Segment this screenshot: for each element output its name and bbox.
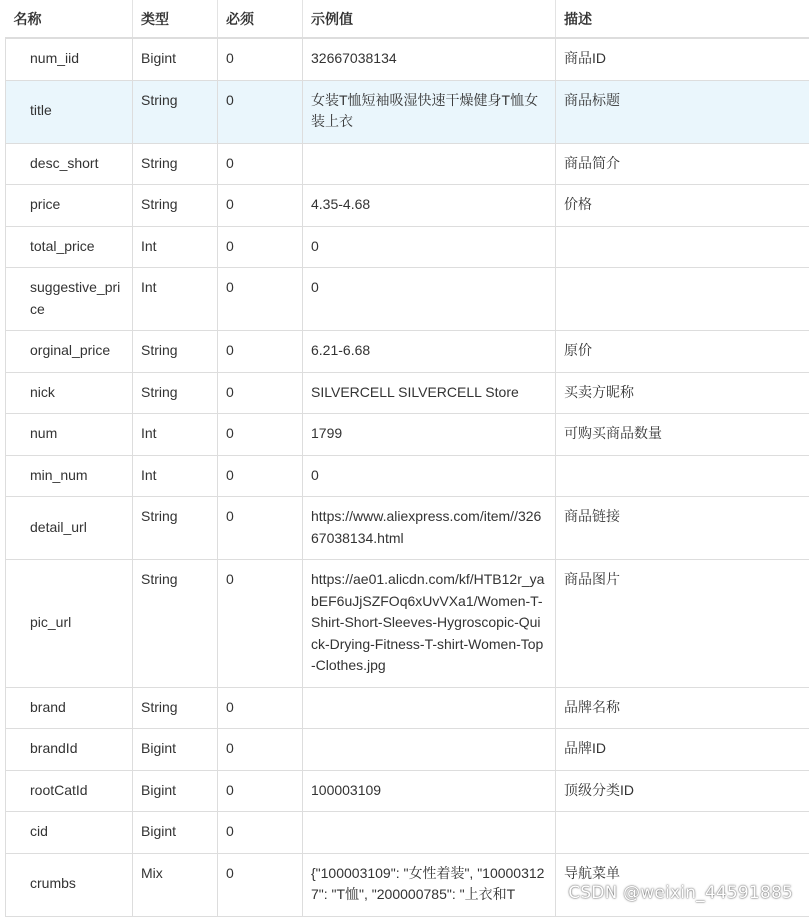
cell-name: price — [6, 185, 133, 227]
cell-description: 商品标题 — [556, 80, 809, 143]
cell-type: String — [133, 687, 218, 729]
table-row — [6, 812, 809, 854]
cell-type: Int — [133, 455, 218, 497]
cell-example — [303, 143, 556, 185]
cell-name: num — [6, 414, 133, 456]
table-row — [6, 455, 809, 497]
cell-description: 商品链接 — [556, 497, 809, 560]
cell-example: 女装T恤短袖吸湿快速干燥健身T恤女装上衣 — [303, 80, 556, 143]
cell-example: 0 — [303, 268, 556, 331]
cell-name: brand — [6, 687, 133, 729]
cell-description — [556, 268, 809, 331]
cell-name: title — [6, 80, 133, 143]
cell-name: detail_url — [6, 497, 133, 560]
table-body — [6, 38, 809, 916]
table-row — [6, 331, 809, 373]
cell-description: 原价 — [556, 331, 809, 373]
table-row — [6, 414, 809, 456]
table-row — [6, 729, 809, 771]
cell-required: 0 — [218, 185, 303, 227]
cell-required: 0 — [218, 268, 303, 331]
cell-example: 4.35-4.68 — [303, 185, 556, 227]
table-row — [6, 770, 809, 812]
cell-type: Int — [133, 414, 218, 456]
cell-required: 0 — [218, 497, 303, 560]
cell-description — [556, 812, 809, 854]
cell-example: 0 — [303, 226, 556, 268]
cell-example: {"100003109": "女性着装", "100003127": "T恤", "200000785": "上衣和T — [303, 853, 556, 916]
cell-description: 可购买商品数量 — [556, 414, 809, 456]
header-example: 示例值 — [303, 0, 556, 38]
cell-example — [303, 812, 556, 854]
table-row-highlighted — [6, 80, 809, 143]
cell-name: suggestive_price — [6, 268, 133, 331]
cell-required: 0 — [218, 80, 303, 143]
cell-type: Int — [133, 268, 218, 331]
csdn-watermark: CSDN @weixin_44591885 — [568, 883, 793, 903]
cell-name: total_price — [6, 226, 133, 268]
cell-name: crumbs — [6, 853, 133, 916]
cell-type: String — [133, 185, 218, 227]
table-row — [6, 687, 809, 729]
cell-example: 32667038134 — [303, 38, 556, 80]
cell-example: 1799 — [303, 414, 556, 456]
header-name: 名称 — [6, 0, 133, 38]
cell-name: brandId — [6, 729, 133, 771]
cell-required: 0 — [218, 770, 303, 812]
header-row — [6, 0, 809, 38]
cell-name: desc_short — [6, 143, 133, 185]
cell-example: SILVERCELL SILVERCELL Store — [303, 372, 556, 414]
cell-required: 0 — [218, 560, 303, 688]
cell-name: rootCatId — [6, 770, 133, 812]
cell-type: String — [133, 331, 218, 373]
cell-type: Bigint — [133, 770, 218, 812]
table-row — [6, 497, 809, 560]
table-row — [6, 268, 809, 331]
cell-type: Bigint — [133, 38, 218, 80]
cell-required: 0 — [218, 812, 303, 854]
cell-description: 品牌ID — [556, 729, 809, 771]
cell-description: 品牌名称 — [556, 687, 809, 729]
cell-name: orginal_price — [6, 331, 133, 373]
cell-required: 0 — [218, 38, 303, 80]
cell-required: 0 — [218, 143, 303, 185]
cell-example: 0 — [303, 455, 556, 497]
cell-name: min_num — [6, 455, 133, 497]
cell-example: https://ae01.alicdn.com/kf/HTB12r_yabEF6uJjSZFOq6xUvVXa1/Women-T-Shirt-Short-Sleeves-Hygroscopic-Quick-Drying-Fitness-T-shirt-Women-Top-Clothes.jpg — [303, 560, 556, 688]
cell-description: 商品图片 — [556, 560, 809, 688]
table-row — [6, 38, 809, 80]
cell-type: Mix — [133, 853, 218, 916]
cell-type: Bigint — [133, 729, 218, 771]
cell-description — [556, 455, 809, 497]
cell-type: String — [133, 143, 218, 185]
cell-name: num_iid — [6, 38, 133, 80]
cell-required: 0 — [218, 853, 303, 916]
cell-description: 导航菜单 — [556, 853, 809, 916]
cell-name: cid — [6, 812, 133, 854]
cell-required: 0 — [218, 455, 303, 497]
cell-type: Bigint — [133, 812, 218, 854]
cell-description: 顶级分类ID — [556, 770, 809, 812]
header-type: 类型 — [133, 0, 218, 38]
cell-example: 100003109 — [303, 770, 556, 812]
cell-name: nick — [6, 372, 133, 414]
api-fields-table — [5, 0, 809, 917]
table-row — [6, 143, 809, 185]
cell-required: 0 — [218, 372, 303, 414]
cell-required: 0 — [218, 226, 303, 268]
table-row — [6, 372, 809, 414]
header-description: 描述 — [556, 0, 809, 38]
cell-example: https://www.aliexpress.com/item//32667038134.html — [303, 497, 556, 560]
cell-example — [303, 687, 556, 729]
header-required: 必须 — [218, 0, 303, 38]
table-row — [6, 185, 809, 227]
cell-example: 6.21-6.68 — [303, 331, 556, 373]
cell-required: 0 — [218, 687, 303, 729]
cell-required: 0 — [218, 331, 303, 373]
cell-description: 价格 — [556, 185, 809, 227]
cell-name: pic_url — [6, 560, 133, 688]
table-row — [6, 226, 809, 268]
cell-type: Int — [133, 226, 218, 268]
cell-description: 商品简介 — [556, 143, 809, 185]
table-header — [6, 0, 809, 38]
cell-description — [556, 226, 809, 268]
cell-required: 0 — [218, 729, 303, 771]
cell-type: String — [133, 497, 218, 560]
cell-type: String — [133, 372, 218, 414]
cell-description: 买卖方昵称 — [556, 372, 809, 414]
cell-required: 0 — [218, 414, 303, 456]
cell-description: 商品ID — [556, 38, 809, 80]
cell-type: String — [133, 560, 218, 688]
table-row — [6, 560, 809, 688]
cell-type: String — [133, 80, 218, 143]
cell-example — [303, 729, 556, 771]
